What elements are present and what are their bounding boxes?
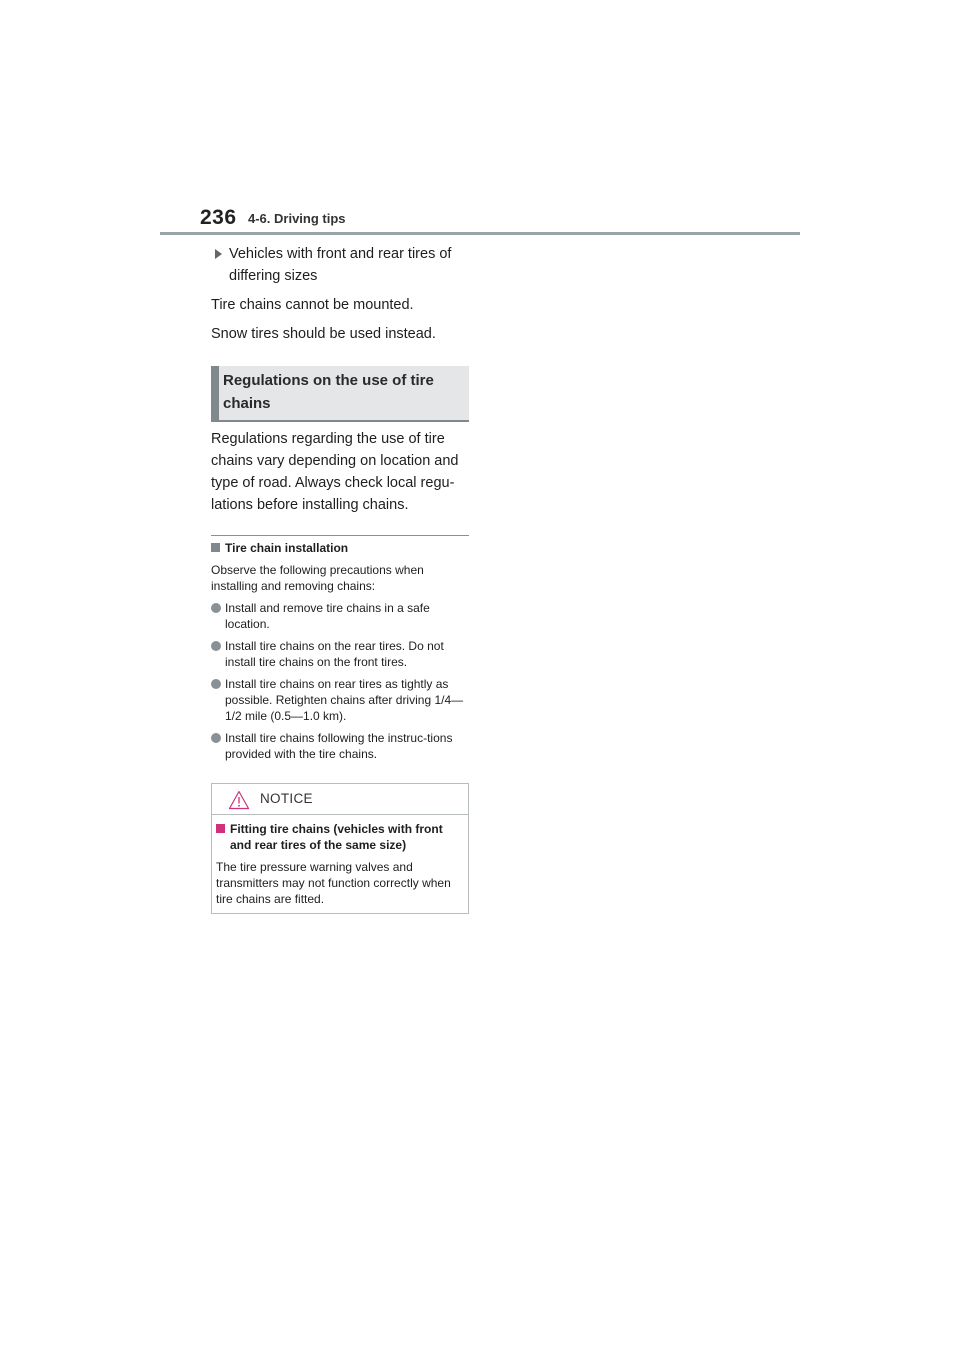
regulations-paragraph: Regulations regarding the use of tire chains vary depending on location and type of road. Always check local regu-lations before installing chains. [211, 431, 459, 513]
vehicle-condition-item [211, 243, 469, 287]
notice-header [212, 784, 468, 815]
list-item [211, 676, 469, 724]
page-header [160, 200, 800, 236]
page-number: 236 [200, 206, 237, 229]
lead-paragraph-1: Tire chains cannot be mounted. [211, 297, 414, 313]
notice-body [212, 815, 468, 907]
square-bullet-icon [216, 824, 225, 833]
list-item [211, 638, 469, 670]
list-item-text: Install tire chains following the instruc-tions provided with the tire chains. [225, 731, 453, 761]
installation-title-row [211, 540, 469, 556]
warning-triangle-icon [228, 790, 250, 810]
list-item-text: Install and remove tire chains in a safe location. [225, 601, 430, 631]
circle-bullet-icon [211, 733, 221, 743]
vehicle-condition-text: Vehicles with front and rear tires of differing sizes [229, 246, 452, 284]
header-divider [160, 232, 800, 235]
notice-title: Fitting tire chains (vehicles with front and rear tires of the same size) [230, 822, 443, 852]
list-item-text: Install tire chains on the rear tires. Do not install tire chains on the front tires. [225, 639, 444, 669]
list-item [211, 730, 469, 762]
section-heading: Regulations on the use of tire chains [223, 372, 434, 412]
lead-section [211, 243, 469, 345]
triangle-bullet-icon [215, 249, 222, 259]
info-divider [211, 535, 469, 536]
circle-bullet-icon [211, 603, 221, 613]
section-title: 4-6. Driving tips [248, 211, 346, 226]
circle-bullet-icon [211, 641, 221, 651]
list-item [211, 600, 469, 632]
notice-text: The tire pressure warning valves and transmitters may not function correctly when tire chains are fitted. [216, 860, 451, 906]
section-heading-box [211, 366, 469, 422]
installation-title: Tire chain installation [225, 541, 349, 555]
list-item-text: Install tire chains on rear tires as tightly as possible. Retighten chains after driving 1/4—1/2 mile (0.5—1.0 km). [225, 677, 464, 723]
circle-bullet-icon [211, 679, 221, 689]
notice-label: NOTICE [260, 791, 313, 806]
installation-info [211, 540, 469, 768]
heading-accent-bar [211, 366, 219, 420]
installation-intro: Observe the following precautions when installing and removing chains: [211, 563, 424, 593]
square-bullet-icon [211, 543, 220, 552]
notice-box [211, 783, 469, 914]
notice-title-row [216, 821, 464, 853]
lead-paragraph-2: Snow tires should be used instead. [211, 326, 436, 342]
